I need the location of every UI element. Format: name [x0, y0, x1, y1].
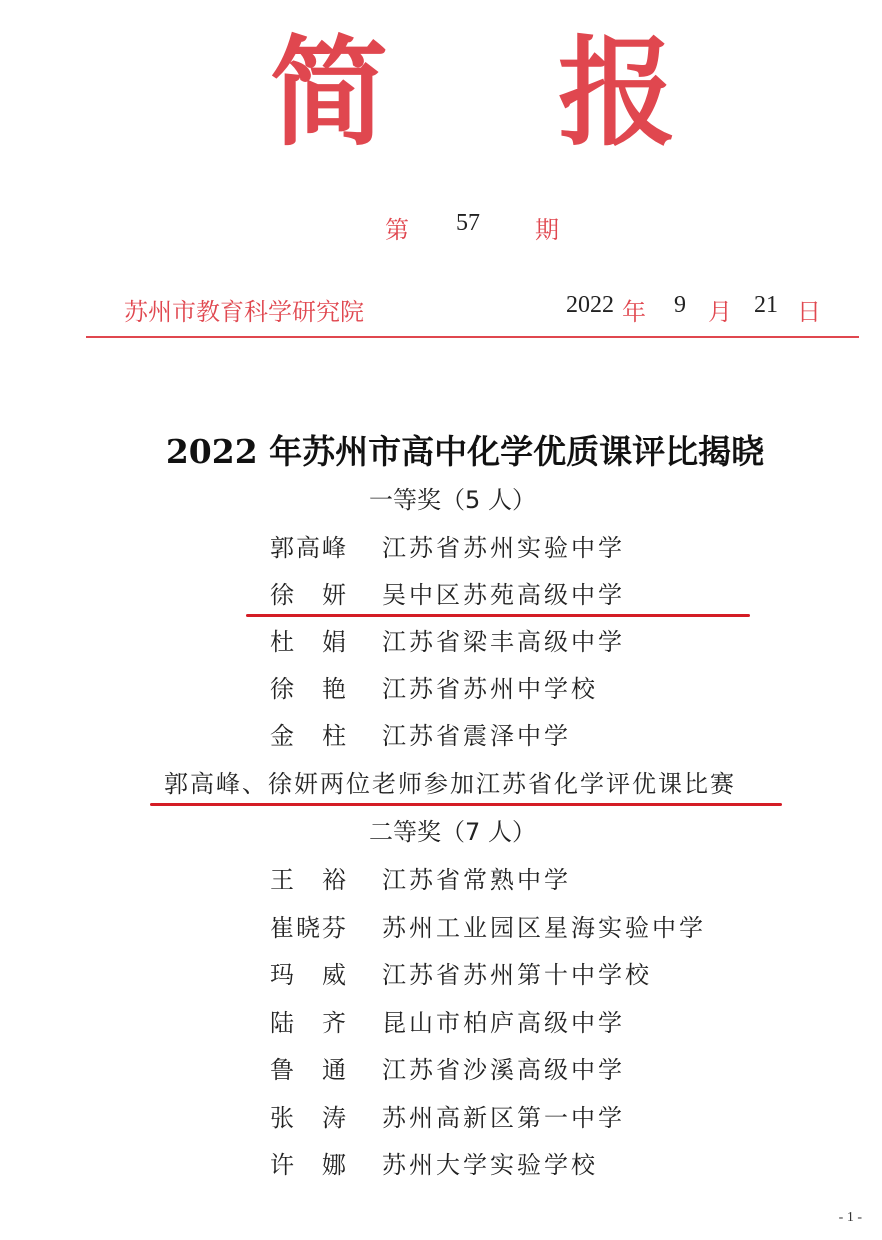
teacher-name: 鲁 通 [270, 1056, 348, 1084]
publisher-name: 苏州市教育科学研究院 [124, 298, 364, 326]
award-entry [0, 718, 882, 754]
issue-line [0, 210, 882, 246]
award-entry [0, 530, 882, 566]
school-name: 江苏省苏州中学校 [382, 675, 598, 703]
issue-number: 57 [456, 210, 480, 236]
teacher-name: 陆 齐 [270, 1008, 348, 1037]
school-name: 江苏省梁丰高级中学 [382, 628, 625, 656]
award-entry [0, 1100, 882, 1136]
issue-prefix: 第 [385, 216, 409, 244]
school-name: 江苏省苏州实验中学 [382, 534, 625, 562]
page-number: - 1 - [838, 1210, 862, 1225]
highlight-underline-xu-yan [246, 614, 750, 617]
highlight-underline-note [150, 803, 782, 806]
school-name: 吴中区苏苑高级中学 [382, 581, 625, 609]
publisher-row [0, 292, 882, 328]
article-title: 2022 年苏州市高中化学优质课评比揭晓 [165, 432, 765, 471]
award-entry [0, 910, 882, 946]
teacher-name: 崔晓芬 [270, 913, 348, 942]
school-name: 昆山市柏庐高级中学 [382, 1008, 625, 1037]
issue-suffix: 期 [535, 216, 559, 244]
teacher-name: 张 涛 [270, 1103, 348, 1132]
award-entry [0, 957, 882, 993]
award-entry [0, 1005, 882, 1041]
first-prize-heading: 一等奖（5 人） [369, 486, 536, 514]
award-entry [0, 577, 882, 613]
masthead [0, 24, 882, 162]
award-entry [0, 862, 882, 898]
date-month-label: 月 [708, 298, 732, 326]
date-year-label: 年 [622, 298, 646, 326]
award-entry [0, 624, 882, 660]
second-prize-heading: 二等奖（7 人） [369, 818, 536, 846]
date-month: 9 [674, 292, 686, 318]
masthead-char-bao: 报 [558, 24, 677, 162]
teacher-name: 许 娜 [270, 1151, 348, 1179]
school-name: 江苏省苏州第十中学校 [382, 961, 652, 989]
teacher-name: 杜 娟 [270, 628, 348, 656]
header-divider [86, 336, 859, 338]
school-name: 江苏省沙溪高级中学 [382, 1056, 625, 1084]
school-name: 江苏省震泽中学 [382, 722, 571, 750]
teacher-name: 郭高峰 [270, 534, 348, 562]
teacher-name: 王 裕 [270, 866, 348, 894]
school-name: 江苏省常熟中学 [382, 866, 571, 894]
date-day: 21 [754, 292, 778, 318]
school-name: 苏州高新区第一中学 [382, 1103, 625, 1132]
school-name: 苏州工业园区星海实验中学 [382, 913, 706, 942]
teacher-name: 徐 妍 [270, 581, 348, 609]
award-entry [0, 1052, 882, 1088]
teacher-name: 玛 威 [270, 961, 348, 989]
masthead-char-jian: 简 [270, 24, 389, 162]
teacher-name: 金 柱 [270, 722, 348, 750]
school-name: 苏州大学实验学校 [382, 1151, 598, 1179]
award-entry [0, 1147, 882, 1183]
advancement-note: 郭高峰、徐妍两位老师参加江苏省化学评优课比赛 [164, 770, 736, 798]
date-year: 2022 [566, 292, 614, 318]
award-entry [0, 671, 882, 707]
date-day-label: 日 [797, 298, 821, 326]
teacher-name: 徐 艳 [270, 675, 348, 703]
